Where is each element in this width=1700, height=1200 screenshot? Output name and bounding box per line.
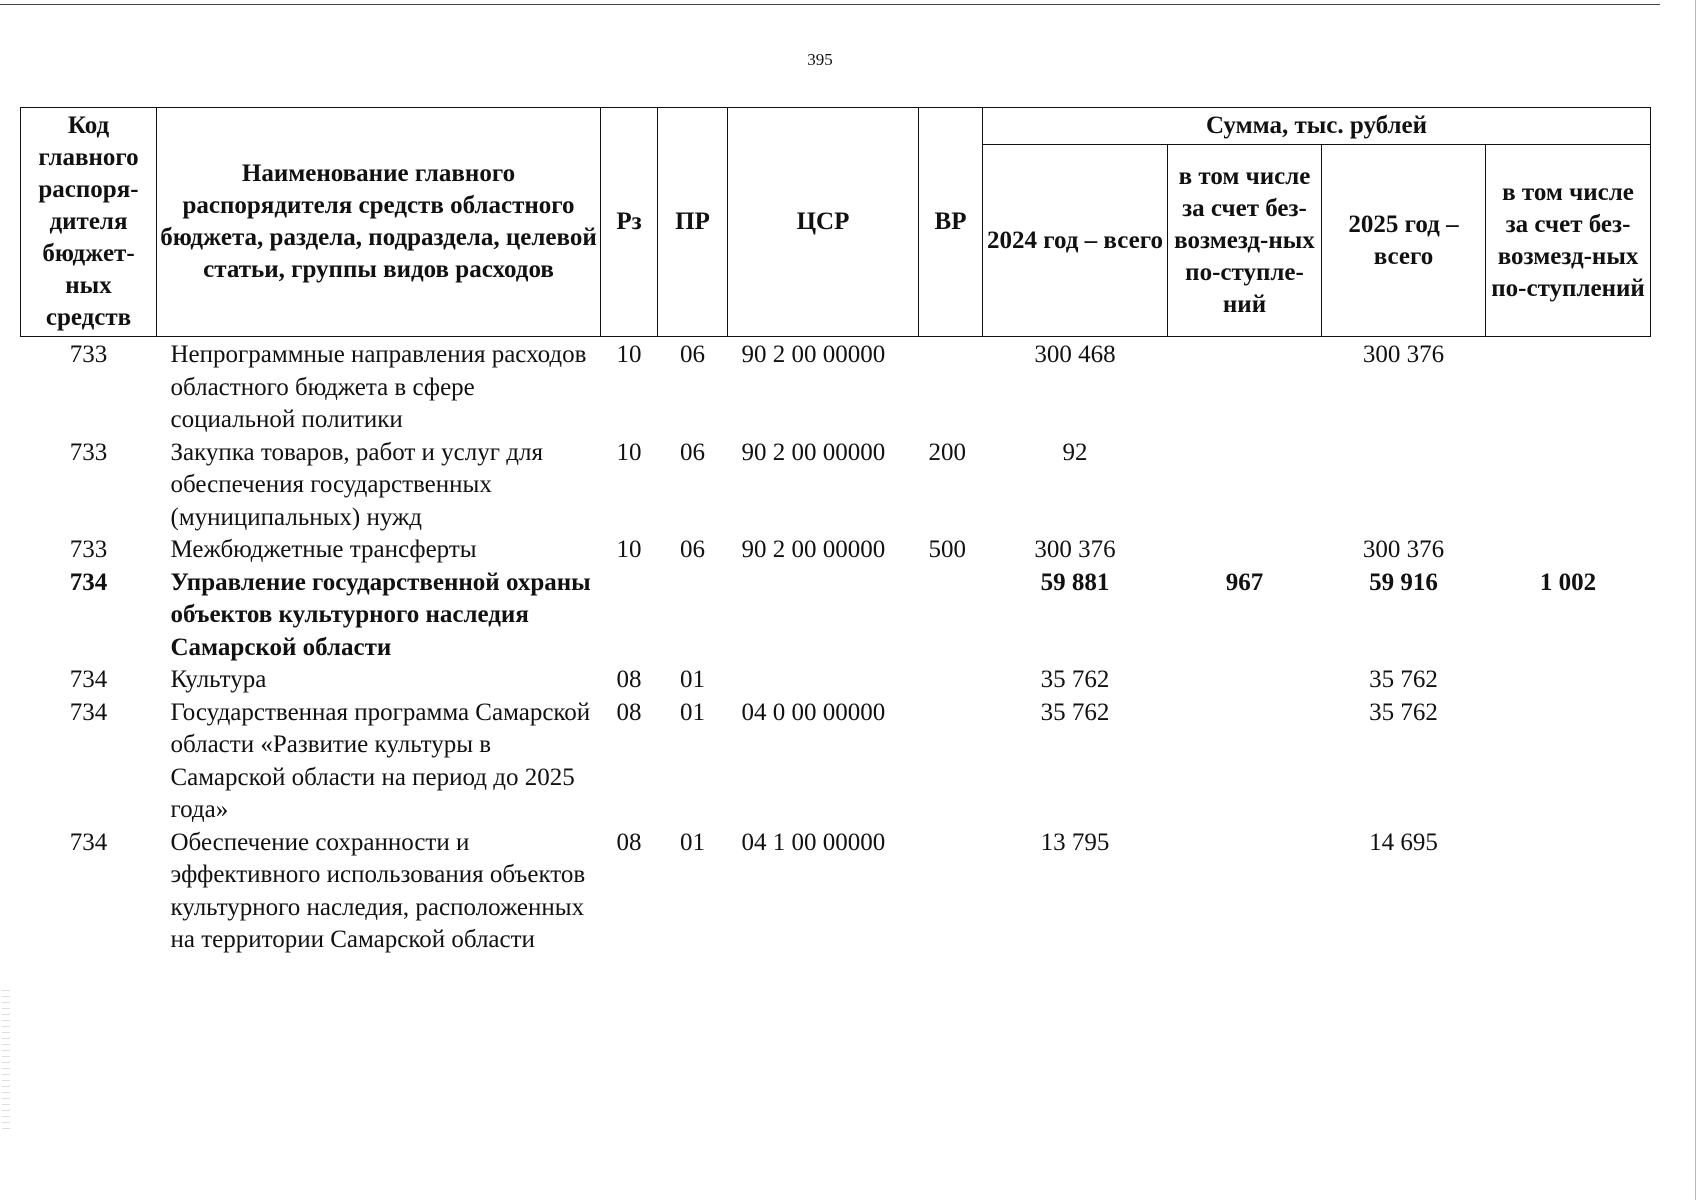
cell-2024-total: 35 762 [1040, 698, 1110, 726]
cell-pr: 01 [680, 698, 705, 726]
cell-vr [919, 664, 983, 697]
cell-name: Непрограммные направления расходов областного бюджета в сфере социальной политики [170, 341, 587, 433]
cell-code: 734 [69, 666, 108, 693]
cell-2024-total: 300 468 [1034, 341, 1116, 368]
cell-csr [728, 664, 919, 697]
top-rule [0, 4, 1660, 5]
cell-2025-free: 1 002 [1539, 568, 1597, 596]
cell-csr: 04 1 00 00000 [741, 828, 886, 856]
table-row [21, 567, 1651, 665]
cell-2025-free [1486, 534, 1651, 567]
table-row [21, 337, 1651, 437]
cell-csr: 04 0 00 00000 [741, 698, 886, 726]
cell-vr: 500 [928, 536, 966, 563]
cell-2025-free [1486, 827, 1651, 957]
cell-2024-total: 92 [1062, 438, 1088, 466]
cell-name: Управление государственной охраны объектов культурного наследия Самарской области [170, 568, 591, 661]
cell-2024-free [1168, 697, 1322, 827]
cell-2024-free [1168, 534, 1322, 567]
page-number: 395 [807, 50, 833, 69]
cell-vr [919, 337, 983, 437]
header-2025-total: 2025 год – всего [1322, 145, 1486, 337]
cell-pr: 01 [680, 666, 705, 693]
cell-2024-total: 59 881 [1040, 568, 1110, 596]
table-row [21, 827, 1651, 957]
table-body [21, 337, 1651, 957]
cell-rz: 08 [616, 828, 642, 856]
cell-csr: 90 2 00 00000 [741, 438, 886, 466]
cell-pr: 06 [680, 536, 705, 563]
cell-2024-total: 35 762 [1040, 666, 1110, 693]
cell-rz: 10 [616, 438, 642, 466]
cell-vr [919, 827, 983, 957]
cell-name: Государственная программа Самарской области «Развитие культуры в Самарской области на период до 2025 года» [170, 698, 591, 823]
cell-2024-total: 13 795 [1040, 828, 1110, 856]
header-sum-group: Сумма, тыс. рублей [983, 108, 1651, 145]
cell-rz: 10 [616, 341, 642, 368]
cell-name: Культура [170, 666, 267, 693]
cell-code: 734 [69, 828, 108, 856]
header-2025-free: в том числе за счет без-возмезд-ных по-ступлений [1486, 145, 1651, 337]
table-header [21, 108, 1651, 337]
cell-2025-total: 300 376 [1362, 341, 1445, 368]
cell-csr: 90 2 00 00000 [741, 341, 886, 368]
cell-vr: 200 [928, 438, 966, 466]
cell-rz: 08 [616, 698, 642, 726]
cell-code: 734 [69, 698, 108, 726]
cell-rz [601, 567, 658, 665]
cell-2025-total: 35 762 [1369, 666, 1438, 693]
cell-name: Обеспечение сохранности и эффективного использования объектов культурного наследия, расположенных на территории Самарской области [170, 828, 586, 953]
cell-pr: 06 [680, 341, 705, 368]
cell-2024-free [1168, 437, 1322, 535]
header-name: Наименование главного распорядителя средств областного бюджета, раздела, подраздела, целевой статьи, группы видов расходов [157, 108, 601, 337]
cell-name: Межбюджетные трансферты [170, 536, 477, 563]
cell-code: 734 [69, 568, 108, 596]
cell-rz: 08 [616, 666, 642, 693]
cell-code: 733 [69, 341, 108, 368]
cell-2025-total: 35 762 [1369, 698, 1438, 726]
header-pr: ПР [658, 108, 728, 337]
cell-2024-free [1168, 827, 1322, 957]
right-page-edge [1695, 0, 1696, 1200]
header-rz: Рз [601, 108, 658, 337]
table-row [21, 534, 1651, 567]
header-vr: ВР [919, 108, 983, 337]
header-csr: ЦСР [728, 108, 919, 337]
table-row [21, 437, 1651, 535]
cell-pr: 06 [680, 438, 705, 466]
cell-rz: 10 [616, 536, 642, 563]
cell-2024-free [1168, 337, 1322, 437]
cell-2025-total: 59 916 [1369, 568, 1438, 596]
header-2024-free: в том числе за счет без-возмезд-ных по-ступле-ний [1168, 145, 1322, 337]
table-row [21, 697, 1651, 827]
cell-2024-free [1168, 664, 1322, 697]
cell-code: 733 [69, 438, 108, 466]
cell-2025-free [1486, 437, 1651, 535]
cell-2025-total: 14 695 [1369, 828, 1438, 856]
cell-2025-total [1322, 437, 1486, 535]
cell-name: Закупка товаров, работ и услуг для обеспечения государственных (муниципальных) нужд [170, 438, 543, 531]
scan-specks [2, 990, 10, 1130]
cell-vr [919, 567, 983, 665]
cell-2025-total: 300 376 [1362, 536, 1445, 563]
cell-2024-free: 967 [1225, 568, 1264, 596]
cell-pr: 01 [680, 828, 705, 856]
cell-2025-free [1486, 337, 1651, 437]
cell-2025-free [1486, 664, 1651, 697]
cell-2025-free [1486, 697, 1651, 827]
cell-vr [919, 697, 983, 827]
budget-table [20, 107, 1651, 957]
cell-pr [658, 567, 728, 665]
cell-2024-total: 300 376 [1034, 536, 1116, 563]
table-row [21, 664, 1651, 697]
cell-csr [728, 567, 919, 665]
cell-code: 733 [69, 536, 108, 563]
header-code: Код главного распоря-дителя бюджет-ных средств [21, 108, 157, 337]
cell-csr: 90 2 00 00000 [741, 536, 886, 563]
header-2024-total: 2024 год – всего [983, 145, 1168, 337]
